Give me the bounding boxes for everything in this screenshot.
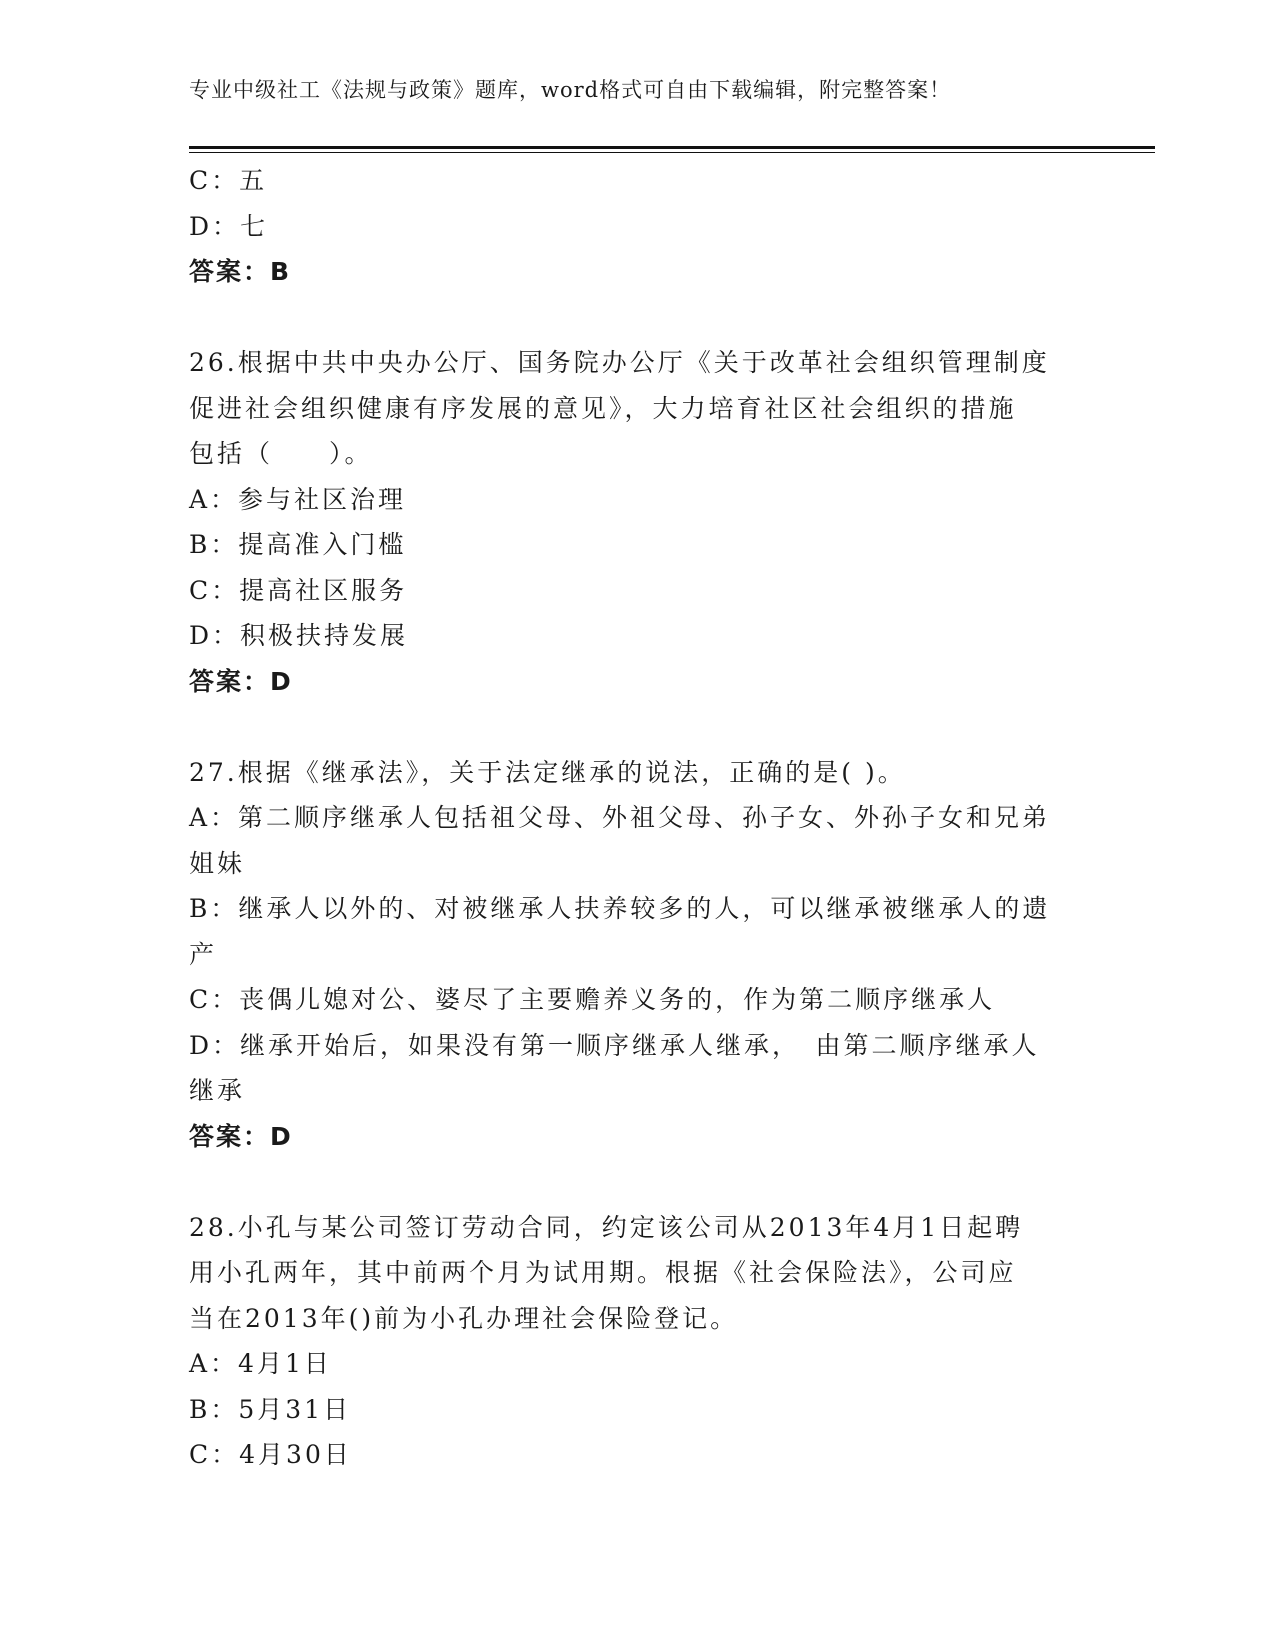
page-header-title: 专业中级社工《法规与政策》题库，word格式可自由下载编辑，附完整答案！ [189, 78, 952, 102]
option-b-continuation: 产 [189, 939, 218, 969]
question-text-line: 包括（ ）。 [189, 439, 373, 468]
question-27 [189, 750, 1079, 1160]
header-divider-thin [189, 152, 1155, 153]
answer-line: 答案：D [189, 1121, 293, 1151]
option-c-line: C：丧偶儿媳对公、婆尽了主要赡养义务的，作为第二顺序继承人 [189, 985, 996, 1014]
option-d-line: D：继承开始后，如果没有第一顺序继承人继承， 由第二顺序继承人 [189, 1030, 1040, 1060]
spacer [189, 1159, 1079, 1205]
question-text-line: 27.根据《继承法》，关于法定继承的说法，正确的是( )。 [189, 757, 906, 787]
option-d: D：七 [189, 211, 269, 241]
option-d-continuation: 继承 [189, 1076, 246, 1105]
question-28 [189, 1205, 1079, 1478]
answer-line: 答案：D [189, 666, 293, 696]
option-b: B：5月31日 [189, 1394, 352, 1424]
option-a: A：参与社区治理 [189, 484, 407, 514]
header-divider-thick [189, 146, 1155, 149]
option-c: C：五 [189, 166, 268, 195]
option-a-continuation: 姐妹 [189, 848, 246, 878]
answer-line: 答案：B [189, 257, 292, 286]
option-c: C：提高社区服务 [189, 575, 408, 605]
question-text-line: 26.根据中共中央办公厅、国务院办公厅《关于改革社会组织管理制度 [189, 348, 1050, 377]
option-b: B：提高准入门槛 [189, 530, 407, 559]
question-text-line: 促进社会组织健康有序发展的意见》，大力培育社区社会组织的措施 [189, 393, 1017, 423]
option-a: A：4月1日 [189, 1349, 332, 1378]
question-text-line: 当在2013年()前为小孔办理社会保险登记。 [189, 1303, 739, 1333]
option-d: D：积极扶持发展 [189, 621, 409, 650]
spacer [189, 295, 1079, 341]
option-b-line: B：继承人以外的、对被继承人扶养较多的人，可以继承被继承人的遗 [189, 894, 1051, 923]
option-c: C：4月30日 [189, 1440, 352, 1469]
question-26 [189, 340, 1079, 704]
document-body [189, 158, 1079, 1478]
question-text-line: 用小孔两年，其中前两个月为试用期。根据《社会保险法》，公司应 [189, 1258, 1017, 1287]
question-text-line: 28.小孔与某公司签订劳动合同，约定该公司从2013年4月1日起聘 [189, 1212, 1024, 1242]
option-a-line: A：第二顺序继承人包括祖父母、外祖父母、孙子女、外孙子女和兄弟 [189, 803, 1051, 832]
spacer [189, 704, 1079, 750]
